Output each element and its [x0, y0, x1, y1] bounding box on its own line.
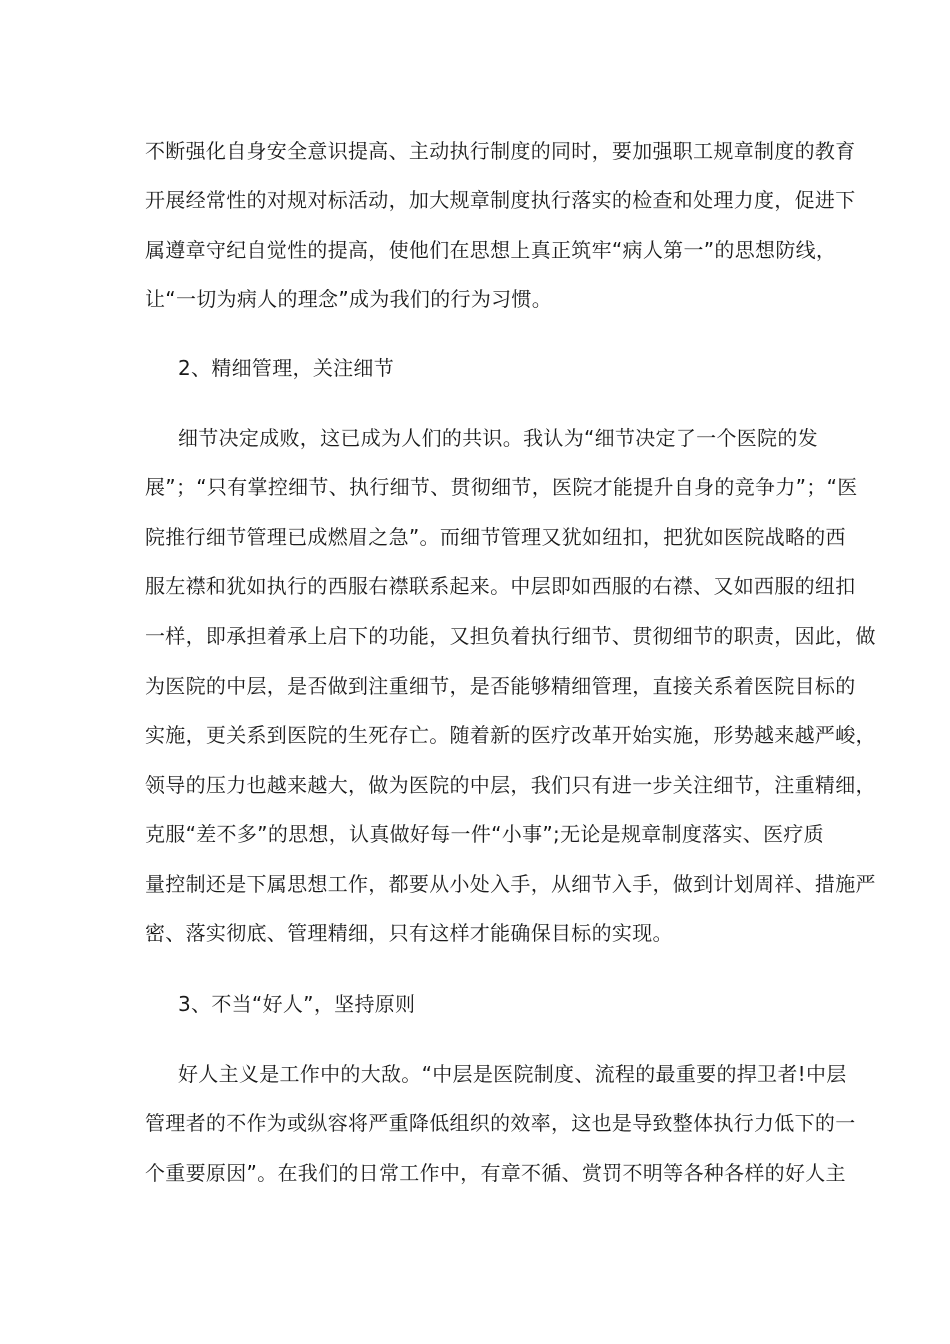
paragraph-line: 服左襟和犹如执行的西服右襟联系起来。中层即如西服的右襟、又如西服的纽扣	[145, 574, 856, 598]
paragraph-line: 领导的压力也越来越大，做为医院的中层，我们只有进一步关注细节，注重精细，	[145, 773, 876, 797]
paragraph-line: 管理者的不作为或纵容将严重降低组织的效率，这也是导致整体执行力低下的一	[145, 1111, 856, 1135]
paragraph-line: 展”；“只有掌控细节、执行细节、贯彻细节，医院才能提升自身的竞争力”；“医	[145, 475, 858, 499]
paragraph-line: 属遵章守纪自觉性的提高，使他们在思想上真正筑牢“病人第一”的思想防线，	[145, 238, 837, 262]
paragraph-line: 实施，更关系到医院的生死存亡。随着新的医疗改革开始实施，形势越来越严峻，	[145, 723, 876, 747]
paragraph-line: 院推行细节管理已成燃眉之急”。而细节管理又犹如纽扣，把犹如医院战略的西	[145, 525, 846, 549]
paragraph-line: 开展经常性的对规对标活动，加大规章制度执行落实的检查和处理力度，促进下	[145, 188, 856, 212]
paragraph-line: 让“一切为病人的理念”成为我们的行为习惯。	[145, 287, 553, 311]
paragraph-line: 不断强化自身安全意识提高、主动执行制度的同时，要加强职工规章制度的教育	[145, 139, 856, 163]
paragraph-line: 好人主义是工作中的大敌。“中层是医院制度、流程的最重要的捍卫者!中层	[178, 1062, 847, 1086]
paragraph-line: 量控制还是下属思想工作，都要从小处入手，从细节入手，做到计划周祥、措施严	[145, 872, 876, 896]
section-heading: 3、不当“好人”，坚持原则	[178, 992, 416, 1016]
paragraph-line: 个重要原因”。在我们的日常工作中，有章不循、赏罚不明等各种各样的好人主	[145, 1161, 846, 1185]
paragraph-line: 细节决定成败，这已成为人们的共识。我认为“细节决定了一个医院的发	[178, 426, 818, 450]
section-heading: 2、精细管理，关注细节	[178, 356, 395, 380]
paragraph-line: 密、落实彻底、管理精细，只有这样才能确保目标的实现。	[145, 921, 673, 945]
paragraph-line: 一样，即承担着承上启下的功能，又担负着执行细节、贯彻细节的职责，因此，做	[145, 624, 876, 648]
paragraph-line: 为医院的中层，是否做到注重细节，是否能够精细管理，直接关系着医院目标的	[145, 674, 856, 698]
paragraph-line: 克服“差不多”的思想，认真做好每一件“小事”;无论是规章制度落实、医疗质	[145, 822, 824, 846]
